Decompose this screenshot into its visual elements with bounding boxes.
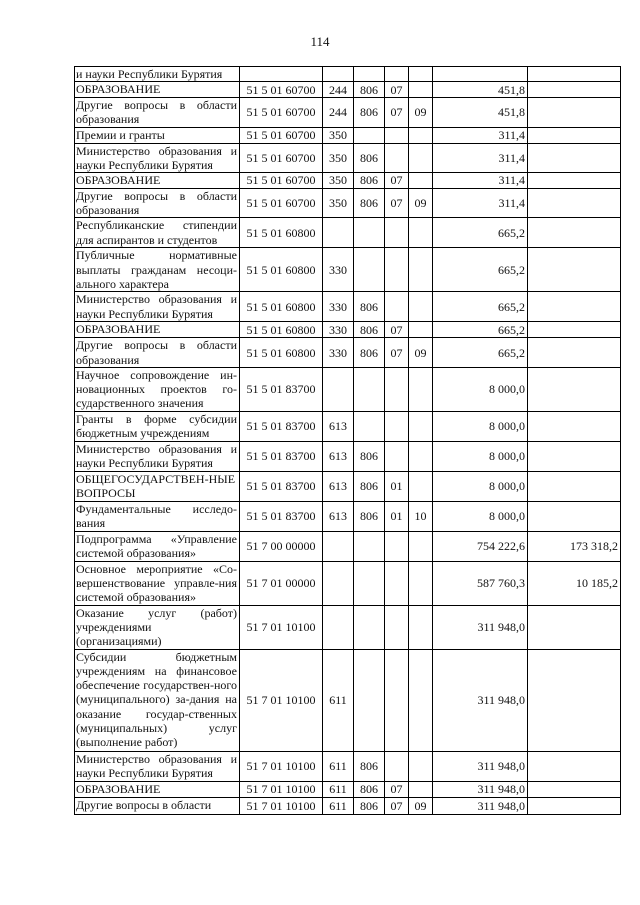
table-row [75,143,621,172]
row-amount: 451,8 [433,82,528,98]
row-subsection: 09 [409,98,433,127]
row-code: 51 5 01 60800 [240,292,323,322]
row-expense-type [323,561,354,605]
row-amount: 311 948,0 [433,781,528,797]
row-section: 01 [385,471,409,501]
row-subsection [409,367,433,411]
row-name: ОБРАЗОВАНИЕ [75,173,240,189]
row-ministry-code [354,411,385,441]
row-subsection [409,649,433,751]
row-ministry-code [354,649,385,751]
row-section [385,411,409,441]
row-code: 51 5 01 60700 [240,189,323,218]
row-code: 51 7 01 00000 [240,561,323,605]
row-section [385,649,409,751]
row-name: и науки Республики Бурятия [75,67,240,82]
row-amount-federal [528,248,621,292]
row-name: Субсидии бюджетным учреждениям на финансовое обеспечение государствен-ного (муниципального) за-дания на оказание государ-ственных (муниципальных) услуг (выполнение работ) [75,649,240,751]
row-amount: 311 948,0 [433,649,528,751]
row-amount-federal [528,781,621,797]
row-amount-federal [528,173,621,189]
row-amount: 311 948,0 [433,605,528,649]
row-subsection [409,531,433,561]
row-amount: 311,4 [433,127,528,143]
row-amount [433,67,528,82]
row-expense-type: 613 [323,501,354,531]
row-section: 07 [385,781,409,797]
row-section: 07 [385,797,409,814]
row-name: ОБЩЕГОСУДАРСТВЕН-НЫЕ ВОПРОСЫ [75,471,240,501]
row-ministry-code [354,218,385,248]
row-amount-federal [528,411,621,441]
row-ministry-code [354,248,385,292]
table-row [75,292,621,322]
row-amount: 8 000,0 [433,501,528,531]
row-amount-federal [528,189,621,218]
table-row [75,338,621,367]
budget-table-body [75,67,621,815]
row-ministry-code [354,127,385,143]
row-expense-type: 350 [323,173,354,189]
table-row [75,605,621,649]
row-code: 51 7 01 10100 [240,797,323,814]
row-subsection [409,411,433,441]
row-expense-type: 613 [323,411,354,441]
row-amount: 311,4 [433,173,528,189]
table-row [75,173,621,189]
row-code: 51 5 01 60700 [240,173,323,189]
row-ministry-code: 806 [354,441,385,471]
row-amount-federal [528,143,621,172]
row-ministry-code: 806 [354,471,385,501]
table-row [75,649,621,751]
row-amount-federal [528,218,621,248]
row-name: Министерство образования и науки Республики Бурятия [75,441,240,471]
row-expense-type [323,367,354,411]
row-code: 51 5 01 83700 [240,411,323,441]
row-amount: 311 948,0 [433,797,528,814]
row-section [385,751,409,781]
row-expense-type [323,531,354,561]
row-amount: 665,2 [433,338,528,367]
table-row [75,127,621,143]
row-amount: 311,4 [433,143,528,172]
row-subsection [409,751,433,781]
row-amount: 587 760,3 [433,561,528,605]
row-subsection: 10 [409,501,433,531]
row-amount-federal [528,797,621,814]
row-amount-federal [528,605,621,649]
row-expense-type: 350 [323,127,354,143]
row-code: 51 5 01 83700 [240,367,323,411]
row-amount: 8 000,0 [433,367,528,411]
row-amount-federal [528,127,621,143]
table-row [75,322,621,338]
row-expense-type [323,67,354,82]
row-amount: 665,2 [433,292,528,322]
table-row [75,67,621,82]
row-expense-type [323,218,354,248]
table-row [75,218,621,248]
row-subsection: 09 [409,338,433,367]
row-section: 07 [385,98,409,127]
row-name: Публичные нормативные выплаты гражданам несоци-ального характера [75,248,240,292]
row-ministry-code: 806 [354,501,385,531]
row-amount-federal [528,338,621,367]
row-amount: 8 000,0 [433,441,528,471]
row-subsection [409,292,433,322]
row-subsection [409,218,433,248]
row-ministry-code: 806 [354,751,385,781]
budget-table [74,66,621,815]
row-expense-type: 330 [323,248,354,292]
row-expense-type: 613 [323,471,354,501]
row-ministry-code [354,367,385,411]
row-subsection [409,441,433,471]
row-subsection [409,143,433,172]
row-section [385,67,409,82]
row-section [385,367,409,411]
row-name: ОБРАЗОВАНИЕ [75,781,240,797]
row-section: 07 [385,173,409,189]
row-amount-federal [528,82,621,98]
row-expense-type: 350 [323,143,354,172]
row-name: Министерство образования и науки Республики Бурятия [75,751,240,781]
row-code: 51 5 01 60700 [240,143,323,172]
row-amount-federal [528,322,621,338]
row-subsection [409,322,433,338]
row-section: 07 [385,189,409,218]
row-amount-federal [528,751,621,781]
row-code: 51 5 01 60700 [240,127,323,143]
row-expense-type: 611 [323,751,354,781]
row-ministry-code: 806 [354,292,385,322]
table-row [75,797,621,814]
table-row [75,471,621,501]
row-subsection [409,605,433,649]
row-name: Министерство образования и науки Республики Бурятия [75,143,240,172]
row-code: 51 7 01 10100 [240,649,323,751]
table-row [75,248,621,292]
row-name: Другие вопросы в области образования [75,189,240,218]
row-ministry-code [354,561,385,605]
row-amount: 8 000,0 [433,471,528,501]
row-subsection [409,82,433,98]
row-section [385,292,409,322]
row-amount-federal [528,367,621,411]
row-amount: 665,2 [433,322,528,338]
row-code: 51 7 01 10100 [240,781,323,797]
row-amount-federal [528,649,621,751]
row-ministry-code: 806 [354,82,385,98]
row-name: Республиканские стипендии для аспирантов и студентов [75,218,240,248]
row-ministry-code [354,67,385,82]
row-amount: 451,8 [433,98,528,127]
row-subsection [409,781,433,797]
row-expense-type: 350 [323,189,354,218]
row-code: 51 5 01 60800 [240,218,323,248]
row-code: 51 5 01 83700 [240,441,323,471]
row-ministry-code [354,531,385,561]
row-section [385,441,409,471]
row-section [385,531,409,561]
row-expense-type: 613 [323,441,354,471]
row-ministry-code: 806 [354,143,385,172]
row-amount: 754 222,6 [433,531,528,561]
row-amount-federal [528,501,621,531]
row-expense-type: 244 [323,98,354,127]
row-amount: 311 948,0 [433,751,528,781]
row-ministry-code: 806 [354,322,385,338]
table-row [75,411,621,441]
row-amount-federal [528,292,621,322]
row-ministry-code: 806 [354,781,385,797]
row-ministry-code: 806 [354,338,385,367]
row-name: Научное сопровождение ин-новационных проектов го-сударственного значения [75,367,240,411]
row-name: Гранты в форме субсидии бюджетным учреждениям [75,411,240,441]
row-amount-federal: 173 318,2 [528,531,621,561]
row-expense-type: 330 [323,322,354,338]
row-expense-type: 330 [323,338,354,367]
row-expense-type: 330 [323,292,354,322]
row-section [385,248,409,292]
row-ministry-code [354,605,385,649]
table-row [75,82,621,98]
row-code: 51 5 01 83700 [240,471,323,501]
row-subsection [409,67,433,82]
row-name: Основное мероприятие «Со-вершенствование управле-ния системой образования» [75,561,240,605]
row-name: Оказание услуг (работ) учреждениями (организациями) [75,605,240,649]
row-amount-federal: 10 185,2 [528,561,621,605]
table-row [75,751,621,781]
row-subsection [409,248,433,292]
row-ministry-code: 806 [354,797,385,814]
row-name: Подпрограмма «Управление системой образования» [75,531,240,561]
row-expense-type: 244 [323,82,354,98]
row-subsection [409,173,433,189]
row-amount: 665,2 [433,218,528,248]
row-section [385,143,409,172]
row-section [385,218,409,248]
row-expense-type [323,605,354,649]
row-section: 07 [385,82,409,98]
table-row [75,98,621,127]
row-subsection [409,127,433,143]
row-amount-federal [528,67,621,82]
row-amount: 665,2 [433,248,528,292]
row-code: 51 5 01 60700 [240,82,323,98]
row-code: 51 7 01 10100 [240,605,323,649]
row-subsection [409,561,433,605]
row-code: 51 5 01 60800 [240,248,323,292]
row-amount-federal [528,471,621,501]
table-row [75,441,621,471]
row-code [240,67,323,82]
row-section [385,127,409,143]
row-code: 51 5 01 83700 [240,501,323,531]
row-name: Другие вопросы в области [75,797,240,814]
row-subsection: 09 [409,797,433,814]
table-row [75,561,621,605]
row-amount-federal [528,441,621,471]
row-section: 07 [385,338,409,367]
row-code: 51 7 01 10100 [240,751,323,781]
row-section [385,561,409,605]
row-ministry-code: 806 [354,98,385,127]
row-code: 51 5 01 60800 [240,322,323,338]
row-ministry-code: 806 [354,189,385,218]
row-subsection [409,471,433,501]
table-row [75,189,621,218]
row-expense-type: 611 [323,649,354,751]
table-row [75,531,621,561]
table-row [75,781,621,797]
row-name: Премии и гранты [75,127,240,143]
row-name: Другие вопросы в области образования [75,338,240,367]
row-subsection: 09 [409,189,433,218]
row-code: 51 5 01 60700 [240,98,323,127]
row-section: 01 [385,501,409,531]
row-name: Министерство образования и науки Республики Бурятия [75,292,240,322]
row-name: ОБРАЗОВАНИЕ [75,82,240,98]
table-row [75,367,621,411]
row-amount-federal [528,98,621,127]
row-section: 07 [385,322,409,338]
row-expense-type: 611 [323,781,354,797]
row-name: Фундаментальные исследо-вания [75,501,240,531]
row-code: 51 5 01 60800 [240,338,323,367]
row-name: Другие вопросы в области образования [75,98,240,127]
table-row [75,501,621,531]
row-ministry-code: 806 [354,173,385,189]
row-expense-type: 611 [323,797,354,814]
row-section [385,605,409,649]
row-amount: 311,4 [433,189,528,218]
row-name: ОБРАЗОВАНИЕ [75,322,240,338]
row-amount: 8 000,0 [433,411,528,441]
row-code: 51 7 00 00000 [240,531,323,561]
page-number: 114 [310,34,330,49]
